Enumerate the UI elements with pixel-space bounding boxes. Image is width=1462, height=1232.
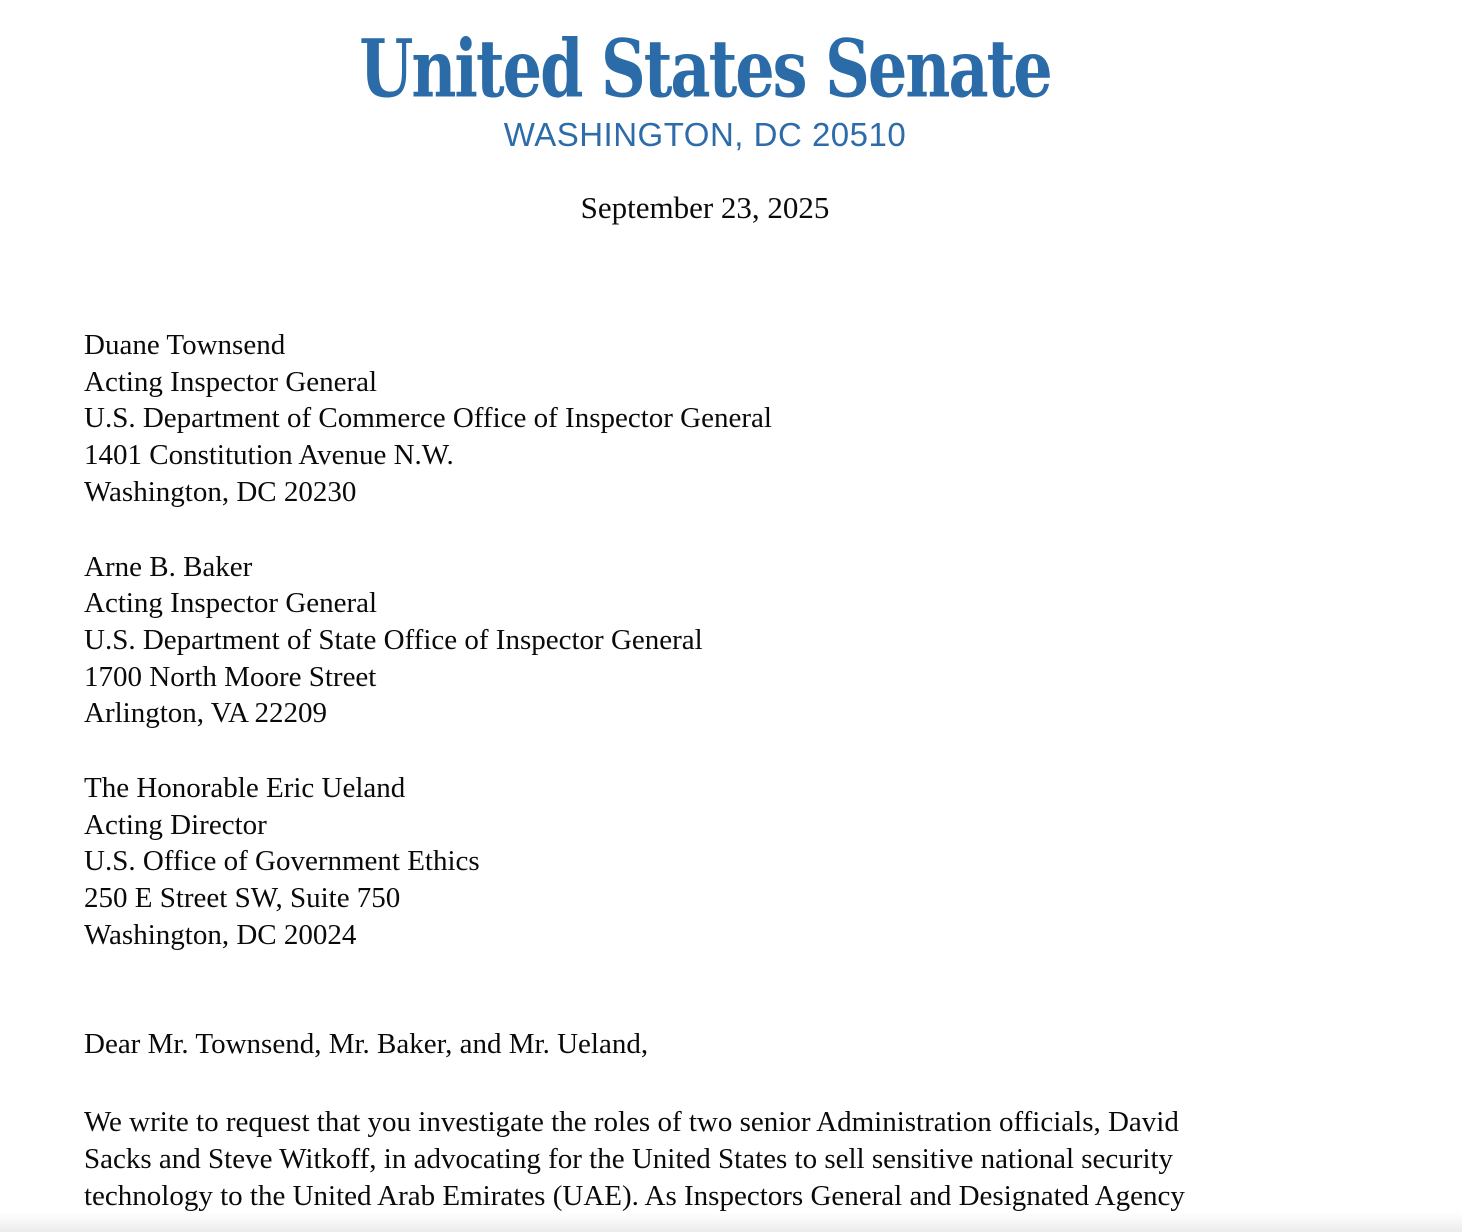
recipient-block-baker [84,549,1326,733]
recipient-blocks [84,327,1326,954]
recipient-name: Duane Townsend [84,329,286,361]
recipient-agency: U.S. Department of State Office of Inspector General [84,623,703,656]
recipient-agency: U.S. Department of Commerce Office of Inspector General [84,402,772,435]
recipient-street: 1401 Constitution Avenue N.W. [84,439,454,472]
recipient-block-ueland [84,770,1326,954]
salutation: Dear Mr. Townsend, Mr. Baker, and Mr. Ueland, [84,1027,649,1060]
recipient-street: 1700 North Moore Street [84,660,377,693]
recipient-name: The Honorable Eric Ueland [84,772,406,805]
letterhead-title: United States Senate [359,22,1051,116]
recipient-agency: U.S. Office of Government Ethics [84,845,480,878]
letter-content [84,0,1326,1214]
body-line: We write to request that you investigate the roles of two senior Administration officials, David [84,1106,1179,1139]
recipient-city: Arlington, VA 22209 [84,697,328,730]
recipient-city: Washington, DC 20024 [84,918,357,951]
letterhead [84,0,1326,154]
recipient-block-townsend [84,327,1326,511]
page-bottom-shadow [0,1212,1462,1232]
recipient-city: Washington, DC 20230 [84,475,357,508]
body-line: Sacks and Steve Witkoff, in advocating for the United States to sell sensitive national security [84,1142,1174,1175]
recipient-street: 250 E Street SW, Suite 750 [84,882,401,915]
recipient-title: Acting Inspector General [84,587,378,620]
letterhead-city-line: WASHINGTON, DC 20510 [503,116,907,153]
body-paragraph [84,1104,1326,1214]
recipient-title: Acting Director [84,808,267,841]
recipient-title: Acting Inspector General [84,365,378,398]
recipient-name: Arne B. Baker [84,550,253,583]
body-line: technology to the United Arab Emirates (UAE). As Inspectors General and Designated Agency [84,1179,1185,1212]
letter-date: September 23, 2025 [580,190,830,225]
